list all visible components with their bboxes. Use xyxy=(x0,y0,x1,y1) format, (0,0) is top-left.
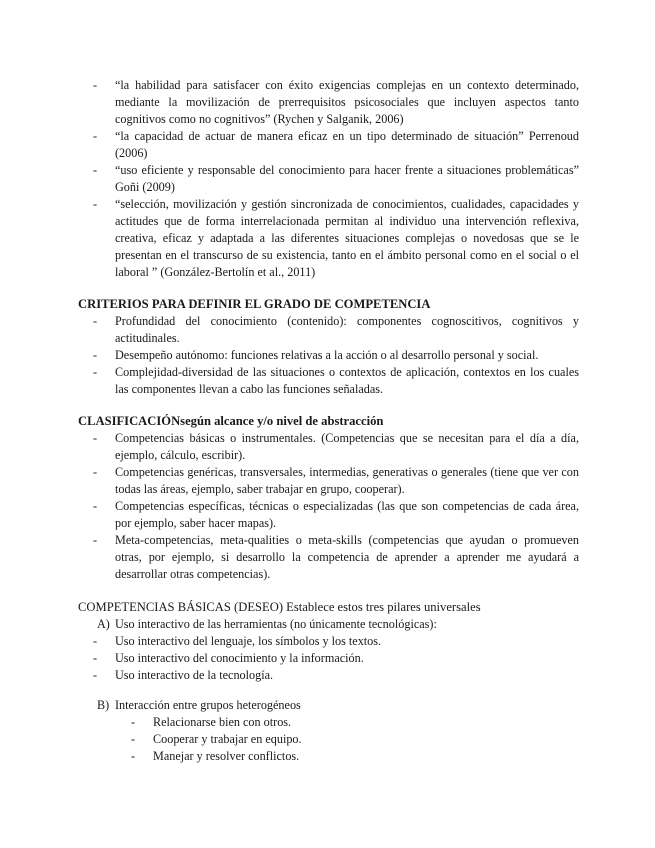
clasificacion-heading-rest: según alcance y/o nivel de abstracción xyxy=(180,414,384,428)
list-item xyxy=(93,364,579,398)
section-b-list xyxy=(131,714,531,765)
bullet-dash: - xyxy=(93,365,98,379)
list-item xyxy=(131,714,531,731)
definition-text: “la habilidad para satisfacer con éxito exigencias complejas en un contexto determinado, mediante la movilización de prerrequisitos psicosociales que incluyen aspectos tanto cognitivos como no cognitivos” (Rychen y Salganik, 2006) xyxy=(115,78,579,126)
criterios-list xyxy=(93,313,579,398)
bullet-dash: - xyxy=(131,749,136,763)
section-a-item-text: Uso interactivo del lenguaje, los símbolos y los textos. xyxy=(115,634,382,648)
bullet-dash: - xyxy=(131,732,136,746)
basicas-heading xyxy=(78,599,481,616)
bullet-dash: - xyxy=(93,163,98,177)
section-b-label xyxy=(97,697,301,714)
definition-text: “selección, movilización y gestión sincronizada de conocimientos, cualidades, capacidades y actitudes que de forma interrelacionada permitan al individuo una intervención reflexiva, creativa, eficaz y adaptada a las diferentes situaciones complejas o novedosas que se le presentan en el transcurso de su existencia, tanto en el ámbito personal como en el social o el laboral ” (González-Bertolín et al., 2011) xyxy=(115,197,579,279)
list-item xyxy=(93,162,579,196)
list-item xyxy=(93,633,579,650)
clasificacion-list xyxy=(93,430,579,583)
bullet-dash: - xyxy=(93,129,98,143)
section-b-item-text: Manejar y resolver conflictos. xyxy=(153,749,300,763)
list-item xyxy=(93,464,579,498)
bullet-dash: - xyxy=(93,499,98,513)
bullet-dash: - xyxy=(131,715,136,729)
list-item xyxy=(93,430,579,464)
bullet-dash: - xyxy=(93,78,98,92)
definition-text: “la capacidad de actuar de manera eficaz en un tipo determinado de situación” Perrenoud (2006) xyxy=(115,129,579,160)
list-item xyxy=(93,196,579,281)
section-a-list xyxy=(93,633,579,684)
clasificacion-text: Competencias específicas, técnicas o especializadas (las que son competencias de cada área, por ejemplo, saber hacer mapas). xyxy=(115,499,579,530)
list-item xyxy=(93,128,579,162)
criterios-heading: CRITERIOS PARA DEFINIR EL GRADO DE COMPETENCIA xyxy=(78,297,431,311)
list-item xyxy=(131,731,531,748)
section-a-text: Uso interactivo de las herramientas (no únicamente tecnológicas): xyxy=(115,617,437,631)
bullet-dash: - xyxy=(93,348,98,362)
section-b-text: Interacción entre grupos heterogéneos xyxy=(115,698,301,712)
list-item xyxy=(93,313,579,347)
list-item xyxy=(93,347,579,364)
section-b-item-text: Cooperar y trabajar en equipo. xyxy=(153,732,302,746)
section-a-item-text: Uso interactivo de la tecnología. xyxy=(115,668,274,682)
definitions-list xyxy=(93,77,579,281)
bullet-dash: - xyxy=(93,314,98,328)
section-a-label xyxy=(97,616,437,633)
bullet-dash: - xyxy=(93,668,98,682)
bullet-dash: - xyxy=(93,651,98,665)
bullet-dash: - xyxy=(93,533,98,547)
clasificacion-heading xyxy=(78,413,383,430)
basicas-heading-text: COMPETENCIAS BÁSICAS (DESEO) Establece estos tres pilares universales xyxy=(78,600,481,614)
list-item xyxy=(131,748,531,765)
bullet-dash: - xyxy=(93,431,98,445)
list-item xyxy=(93,650,579,667)
section-b-letter: B) xyxy=(97,698,110,712)
list-item xyxy=(93,667,579,684)
list-item xyxy=(93,498,579,532)
bullet-dash: - xyxy=(93,197,98,211)
section-a-letter: A) xyxy=(97,617,110,631)
clasificacion-text: Meta-competencias, meta-qualities o meta-skills (competencias que ayudan o promueven otras, por ejemplo, si desarrollo la competencia de aprender a aprender me ayudará a desarrollar otras competencias). xyxy=(115,533,579,581)
list-item xyxy=(93,532,579,583)
bullet-dash: - xyxy=(93,634,98,648)
section-b-item-text: Relacionarse bien con otros. xyxy=(153,715,292,729)
clasificacion-heading-main: CLASIFICACIÓN xyxy=(78,414,181,428)
section-a-item-text: Uso interactivo del conocimiento y la información. xyxy=(115,651,364,665)
criterio-text: Complejidad-diversidad de las situaciones o contextos de aplicación, contextos en los cuales las componentes llevan a cabo las funciones señaladas. xyxy=(115,365,579,396)
bullet-dash: - xyxy=(93,465,98,479)
clasificacion-text: Competencias básicas o instrumentales. (Competencias que se necesitan para el día a día, ejemplo, cálculo, escribir). xyxy=(115,431,579,462)
definition-text: “uso eficiente y responsable del conocimiento para hacer frente a situaciones problemáticas” Goñi (2009) xyxy=(115,163,579,194)
clasificacion-text: Competencias genéricas, transversales, intermedias, generativas o generales (tiene que ver con todas las áreas, ejemplo, saber trabajar en grupo, cooperar). xyxy=(115,465,579,496)
list-item xyxy=(93,77,579,128)
criterio-text: Desempeño autónomo: funciones relativas a la acción o al desarrollo personal y social. xyxy=(115,348,539,362)
criterio-text: Profundidad del conocimiento (contenido): componentes cognoscitivos, cognitivos y actitudinales. xyxy=(115,314,579,345)
